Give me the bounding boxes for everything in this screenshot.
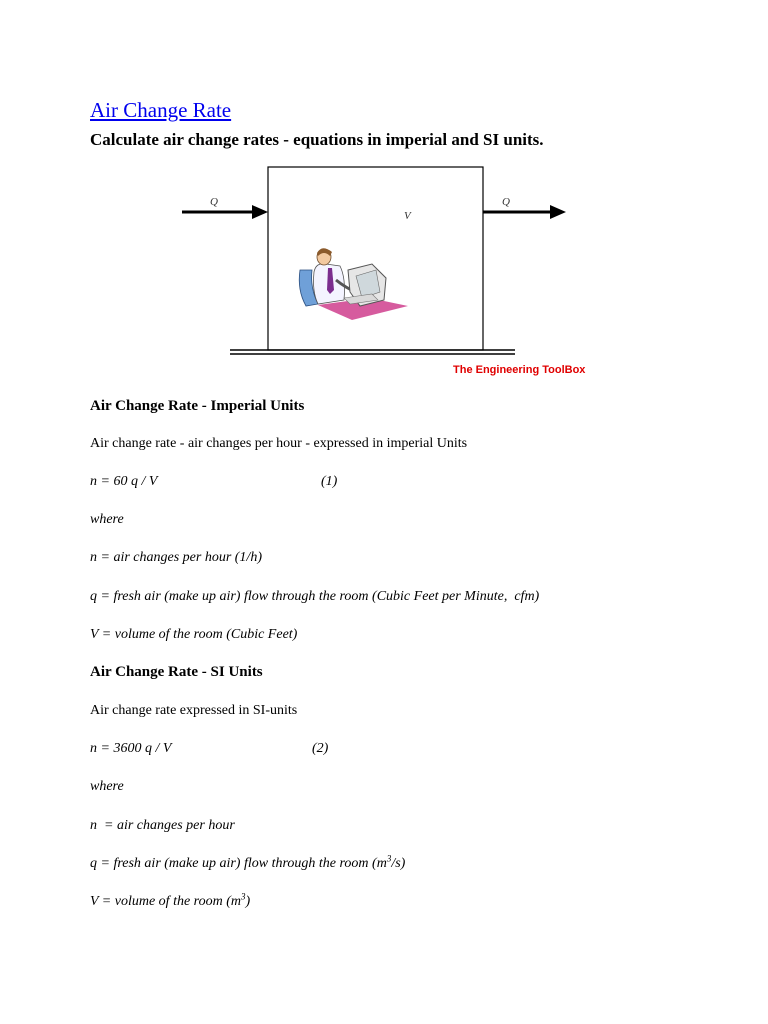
si-def-v-suffix: ) bbox=[245, 894, 251, 909]
imperial-def-n: n = air changes per hour (1/h) bbox=[90, 550, 262, 565]
si-where: where bbox=[90, 779, 124, 794]
si-def-v-exponent: 3 bbox=[240, 891, 246, 902]
room-box bbox=[268, 167, 483, 350]
imperial-where: where bbox=[90, 512, 124, 527]
si-def-q-suffix: /s) bbox=[391, 856, 406, 871]
outflow-arrow bbox=[483, 205, 566, 219]
page-subtitle: Calculate air change rates - equations in imperial and SI units. bbox=[90, 130, 544, 149]
imperial-def-q: q = fresh air (make up air) flow through the room (Cubic Feet per Minute, cfm) bbox=[90, 589, 540, 604]
page-title-link[interactable]: Air Change Rate bbox=[90, 98, 232, 122]
imperial-heading: Air Change Rate - Imperial Units bbox=[90, 398, 305, 414]
si-intro: Air change rate expressed in SI-units bbox=[90, 703, 298, 718]
si-def-n: n = air changes per hour bbox=[90, 818, 235, 833]
si-heading: Air Change Rate - SI Units bbox=[90, 664, 263, 680]
si-equation-number: (2) bbox=[312, 741, 329, 756]
imperial-equation-number: (1) bbox=[321, 474, 338, 489]
imperial-equation: n = 60 q / V bbox=[90, 474, 158, 489]
engineering-toolbox-brand: The Engineering ToolBox bbox=[453, 364, 586, 376]
imperial-def-v: V = volume of the room (Cubic Feet) bbox=[90, 627, 298, 642]
si-def-q-text: q = fresh air (make up air) flow through the room (m bbox=[90, 856, 387, 871]
flow-in-label: Q bbox=[210, 196, 218, 208]
si-def-q bbox=[90, 855, 405, 873]
volume-label: V bbox=[404, 210, 411, 222]
imperial-intro: Air change rate - air changes per hour - expressed in imperial Units bbox=[90, 436, 468, 451]
si-def-q-exponent: 3 bbox=[386, 853, 392, 864]
si-def-v bbox=[90, 893, 250, 911]
flow-out-label: Q bbox=[502, 196, 510, 208]
si-def-v-text: V = volume of the room (m bbox=[90, 894, 241, 909]
inflow-arrow bbox=[182, 205, 268, 219]
room-diagram bbox=[0, 0, 768, 400]
si-equation: n = 3600 q / V bbox=[90, 741, 172, 756]
